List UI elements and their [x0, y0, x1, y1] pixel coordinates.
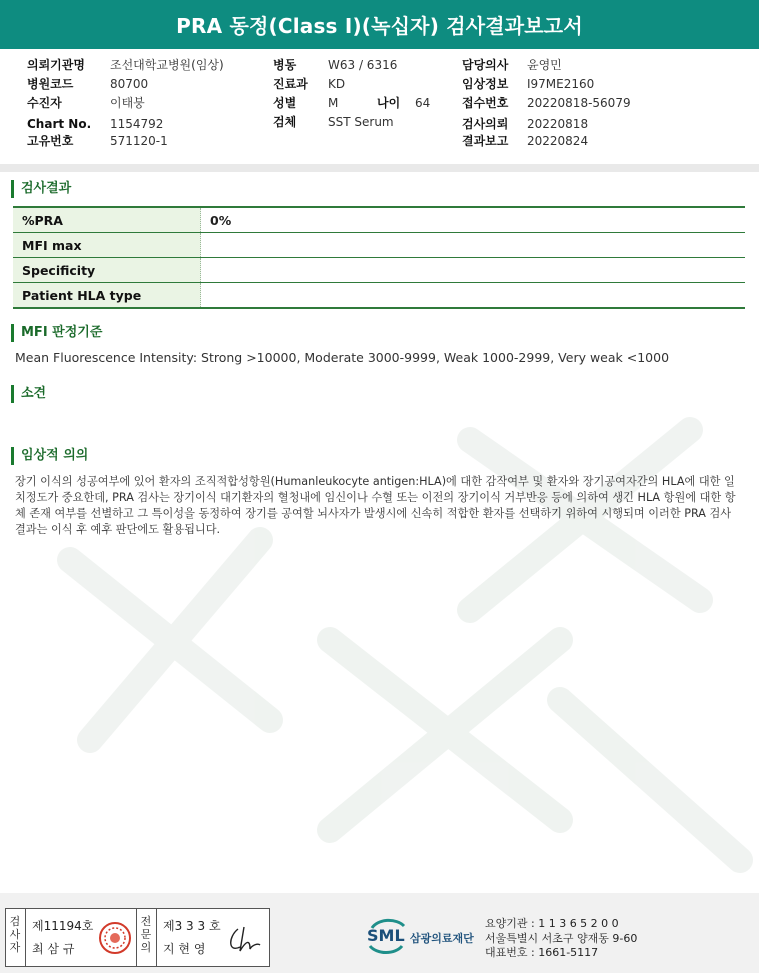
org-logo-text: SML — [367, 926, 405, 945]
opinion-section-title: 소견 — [11, 385, 46, 403]
age-value: 64 — [415, 96, 431, 110]
org-name: 삼광의료재단 — [410, 932, 474, 945]
doctor-label: 담당의사 — [462, 58, 509, 72]
chart-no-value: 1154792 — [110, 117, 164, 131]
chart-no-label: Chart No. — [27, 117, 92, 131]
age-label: 나이 — [377, 96, 401, 110]
pra-label: %PRA — [13, 207, 201, 233]
signature-mark — [226, 923, 264, 957]
header-col3 — [462, 58, 631, 151]
specialist-label: 전문의 — [140, 915, 152, 954]
report-date-label: 결과보고 — [462, 134, 509, 148]
seal-stamp-icon — [98, 921, 132, 955]
org-info-line: 요양기관 : 1 1 3 6 5 2 0 0 — [485, 917, 619, 930]
ward-value: W63 / 6316 — [328, 58, 398, 72]
report-date-value: 20220824 — [527, 134, 589, 148]
signature-box — [5, 908, 270, 967]
table-row — [13, 233, 745, 258]
org-info — [485, 917, 637, 961]
hospital-code-value: 80700 — [110, 77, 149, 91]
specificity-value — [201, 258, 746, 283]
hospital-name-label: 의뢰기관명 — [27, 58, 85, 72]
specialist-license-no: 제3 3 3 호 — [163, 919, 221, 933]
header-col2 — [273, 58, 431, 132]
clinical-info-value: I97ME2160 — [527, 77, 595, 91]
report-title: PRA 동정(Class I)(녹십자) 검사결과보고서 — [0, 0, 759, 49]
doctor-value: 윤영민 — [527, 58, 562, 72]
tester-label: 검사자 — [9, 915, 21, 954]
mfi-criteria-text: Mean Fluorescence Intensity: Strong >10000, Moderate 3000-9999, Weak 1000-2999, Very weak <1000 — [15, 350, 670, 365]
table-row — [13, 207, 745, 233]
results-table — [13, 206, 745, 309]
unique-id-value: 571120-1 — [110, 134, 168, 148]
table-row — [13, 258, 745, 283]
hla-type-value — [201, 283, 746, 309]
org-info-line: 대표번호 : 1661-5117 — [485, 946, 599, 959]
receipt-no-label: 접수번호 — [462, 96, 509, 110]
clinical-significance-text: 장기 이식의 성공여부에 있어 환자의 조직적합성항원(Humanleukocyte antigen:HLA)에 대한 감작여부 및 환자와 장기공여자간의 HLA에 대한 일치정도가 중요한데, PRA 검사는 장기이식 대기환자의 혈청내에 임신이나 수혈 또는 이전의 장기이식 거부반응 등에 의하여 생긴 HLA 항원에 대한 항체 존재 여부를 선별하고 그 특이성을 동정하여 장기를 공여할 뇌사자가 발생시에 신속히 적합한 환자를 선택하기 위하여 시행되며 이러한 PRA 검사결과는 이식 후 예후 판단에도 활용됩니다. — [15, 475, 736, 536]
specificity-label: Specificity — [13, 258, 201, 283]
pra-value: 0% — [201, 207, 746, 233]
clinical-section-title: 임상적 의의 — [11, 447, 88, 465]
divider — [156, 909, 157, 966]
request-date-label: 검사의뢰 — [462, 117, 509, 131]
tester-name: 최 삼 규 — [32, 942, 75, 956]
department-value: KD — [328, 77, 346, 91]
org-info-line: 서울특별시 서초구 양재동 9-60 — [485, 931, 638, 945]
header-divider — [0, 164, 759, 172]
hla-type-label: Patient HLA type — [13, 283, 201, 309]
ward-label: 병동 — [273, 58, 297, 72]
patient-name-label: 수진자 — [27, 96, 62, 110]
table-row — [13, 283, 745, 309]
request-date-value: 20220818 — [527, 117, 589, 131]
department-label: 진료과 — [273, 77, 308, 91]
mfi-max-value — [201, 233, 746, 258]
tester-license-no: 제11194호 — [32, 919, 94, 933]
divider — [25, 909, 26, 966]
header-col1 — [27, 58, 224, 151]
mfi-section-title: MFI 판정기준 — [11, 324, 102, 342]
patient-name-value: 이태붕 — [110, 96, 145, 110]
sex-value: M — [328, 96, 339, 110]
results-section-title: 검사결과 — [11, 180, 71, 198]
hospital-code-label: 병원코드 — [27, 77, 74, 91]
hospital-name-value: 조선대학교병원(임상) — [110, 58, 224, 72]
divider — [136, 909, 137, 966]
mfi-max-label: MFI max — [13, 233, 201, 258]
unique-id-label: 고유번호 — [27, 134, 74, 148]
clinical-info-label: 임상정보 — [462, 77, 509, 91]
specialist-name: 지 현 영 — [163, 942, 206, 956]
sex-label: 성별 — [273, 96, 297, 110]
receipt-no-value: 20220818-56079 — [527, 96, 631, 110]
specimen-label: 검체 — [273, 115, 297, 129]
specimen-value: SST Serum — [328, 115, 394, 129]
